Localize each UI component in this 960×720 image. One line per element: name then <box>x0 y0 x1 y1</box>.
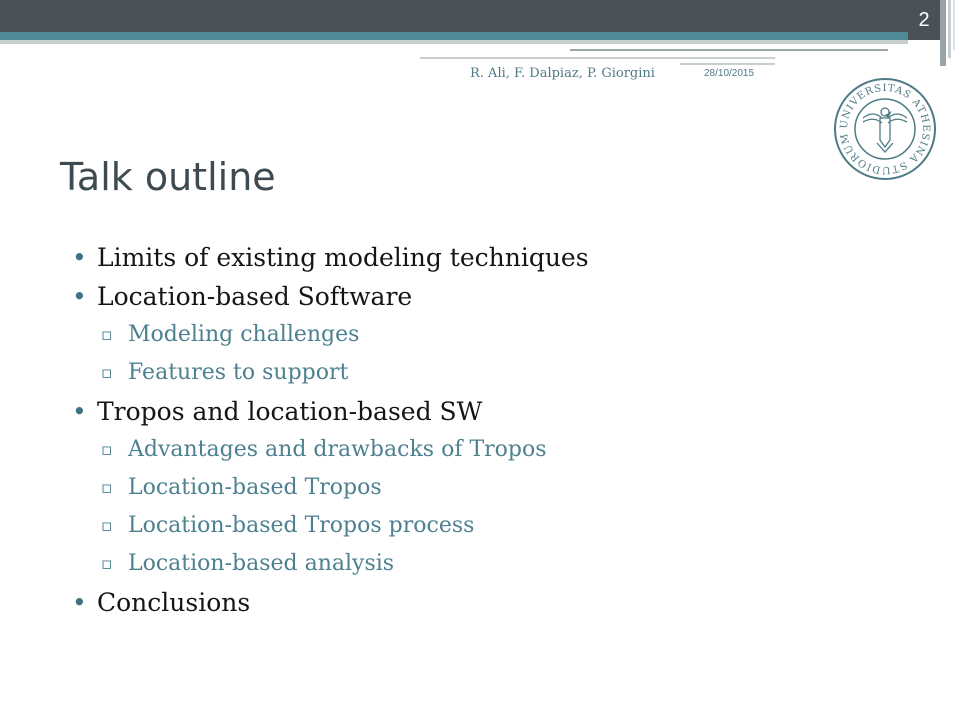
authors: R. Ali, F. Dalpiaz, P. Giorgini <box>470 66 655 81</box>
bullet-dot-icon: • <box>72 243 87 272</box>
outline-item-text: Location-based Software <box>97 282 413 311</box>
outline-item <box>72 277 589 316</box>
outline-subitem <box>72 507 589 545</box>
outline-subitem <box>72 469 589 507</box>
header-teal-bar <box>0 32 908 40</box>
outline-list <box>72 238 589 622</box>
bullet-square-icon: ▫ <box>101 554 113 574</box>
outline-subitem-text: Location-based Tropos <box>128 475 382 500</box>
outline-item-text: Conclusions <box>97 588 251 617</box>
outline-subitem <box>72 316 589 354</box>
outline-subitem-text: Location-based analysis <box>128 551 395 576</box>
outline-subitem <box>72 545 589 583</box>
header-accent-line <box>570 49 888 51</box>
page-badge-rail <box>948 0 951 58</box>
university-seal-logo <box>832 76 938 182</box>
page-badge-rail <box>940 0 946 66</box>
outline-subitem-text: Advantages and drawbacks of Tropos <box>128 437 547 462</box>
outline-subitem-text: Modeling challenges <box>128 322 360 347</box>
bullet-square-icon: ▫ <box>101 363 113 383</box>
bullet-dot-icon: • <box>72 397 87 426</box>
outline-subitem-text: Features to support <box>128 360 349 385</box>
svg-text:UNIVERSITAS ATHESINA STUDIORUM: UNIVERSITAS ATHESINA STUDIORUM <box>838 82 932 176</box>
slide-title: Talk outline <box>60 155 276 199</box>
outline-item-text: Limits of existing modeling techniques <box>97 243 589 272</box>
page-number: 2 <box>908 0 940 40</box>
header-accent-line <box>680 63 775 65</box>
outline-subitem <box>72 431 589 469</box>
header-dark-bar <box>0 0 908 32</box>
header-gray-bar <box>0 40 908 44</box>
outline-item-text: Tropos and location-based SW <box>97 397 483 426</box>
bullet-square-icon: ▫ <box>101 478 113 498</box>
outline-subitem <box>72 354 589 392</box>
bullet-square-icon: ▫ <box>101 325 113 345</box>
bullet-dot-icon: • <box>72 282 87 311</box>
page-badge-rail <box>953 0 955 50</box>
outline-subitem-text: Location-based Tropos process <box>128 513 475 538</box>
outline-item <box>72 238 589 277</box>
outline-item <box>72 392 589 431</box>
date: 28/10/2015 <box>704 68 755 79</box>
bullet-dot-icon: • <box>72 588 87 617</box>
header-accent-line <box>420 57 775 59</box>
outline-item <box>72 583 589 622</box>
bullet-square-icon: ▫ <box>101 516 113 536</box>
bullet-square-icon: ▫ <box>101 440 113 460</box>
